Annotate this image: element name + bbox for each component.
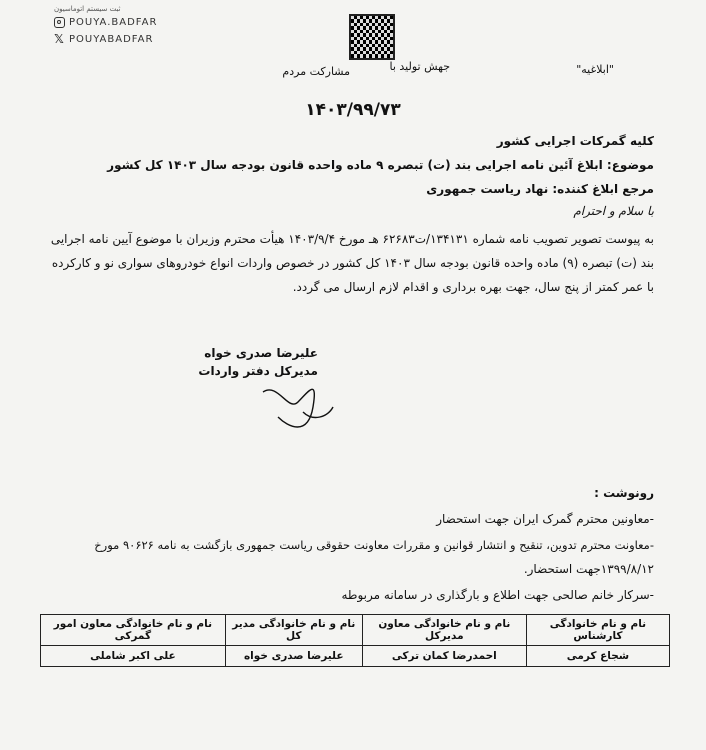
table-cell: شجاع کرمی bbox=[526, 646, 669, 667]
subject-line: موضوع: ابلاغ آئین نامه اجرایی بند (ت) تبصره ۹ ماده واحده قانون بودجه سال ۱۴۰۳ کل کشور bbox=[107, 158, 654, 172]
table-cell: احمدرضا کمان ترکی bbox=[362, 646, 526, 667]
table-header-cell: نام و نام خانوادگی معاون امور گمرکی bbox=[41, 615, 226, 646]
body-line-3: با عمر کمتر از پنج سال، جهت بهره برداری و اقدام لازم ارسال می گردد. bbox=[292, 280, 654, 294]
instagram-icon bbox=[54, 17, 65, 28]
x-handle: 𝕏 POUYABADFAR bbox=[54, 32, 154, 46]
approval-table bbox=[40, 614, 670, 667]
slogan-part1: جهش تولید با bbox=[389, 60, 450, 73]
greeting: با سلام و احترام bbox=[573, 204, 654, 218]
x-logo-icon: 𝕏 bbox=[54, 32, 65, 46]
table-header-row bbox=[41, 615, 670, 646]
letter-number: ۱۴۰۳/۹۹/۷۳ bbox=[305, 100, 401, 120]
body-line-2: بند (ت) تبصره (۹) ماده واحده قانون بودجه سال ۱۴۰۳ کل کشور در خصوص واردات انواع خودروهای سواری نو و کارکرده bbox=[51, 256, 654, 270]
table-cell: علی اکبر شاملی bbox=[41, 646, 226, 667]
table-row bbox=[41, 646, 670, 667]
cc-heading: رونوشت : bbox=[594, 486, 654, 500]
cc-line-2b: ۱۳۹۹/۸/۱۲جهت استحضار. bbox=[523, 562, 654, 576]
qr-code bbox=[349, 14, 395, 60]
classification-label: "ابلاغیه" bbox=[576, 63, 614, 76]
addressee: کلیه گمرکات اجرایی کشور bbox=[496, 134, 654, 148]
cc-line-2a: -معاونت محترم تدوین، تنقیح و انتشار قوانین و مقررات معاونت حقوقی ریاست جمهوری بازگشت به نامه ۹۰۶۲۶ مورخ bbox=[94, 538, 654, 552]
slogan-part2: مشارکت مردم bbox=[282, 65, 350, 78]
cc-line-3: -سرکار خانم صالحی جهت اطلاع و بارگذاری در سامانه مربوطه bbox=[341, 588, 654, 602]
body-line-1: به پیوست تصویر تصویب نامه شماره ۱۳۴۱۳۱/ت۶۲۶۸۳ هـ مورخ ۱۴۰۳/۹/۴ هیأت محترم وزیران با موضوع آیین نامه اجرایی bbox=[50, 232, 654, 246]
table-header-cell: نام و نام خانوادگی معاون مدیرکل bbox=[362, 615, 526, 646]
cc-line-1: -معاونین محترم گمرک ایران جهت استحضار bbox=[436, 512, 654, 526]
signer-title: مدیرکل دفتر واردات bbox=[198, 364, 318, 378]
authority-line: مرجع ابلاغ کننده: نهاد ریاست جمهوری bbox=[426, 182, 654, 196]
signature-scribble bbox=[258, 372, 338, 432]
tagline: ثبت سیستم اتوماسیون bbox=[54, 5, 121, 13]
table-cell: علیرضا صدری خواه bbox=[225, 646, 362, 667]
signer-name: علیرضا صدری خواه bbox=[204, 346, 318, 360]
table-header-cell: نام و نام خانوادگی کارشناس bbox=[526, 615, 669, 646]
instagram-handle: POUYA.BADFAR bbox=[54, 17, 157, 28]
table-header-cell: نام و نام خانوادگی مدیر کل bbox=[225, 615, 362, 646]
